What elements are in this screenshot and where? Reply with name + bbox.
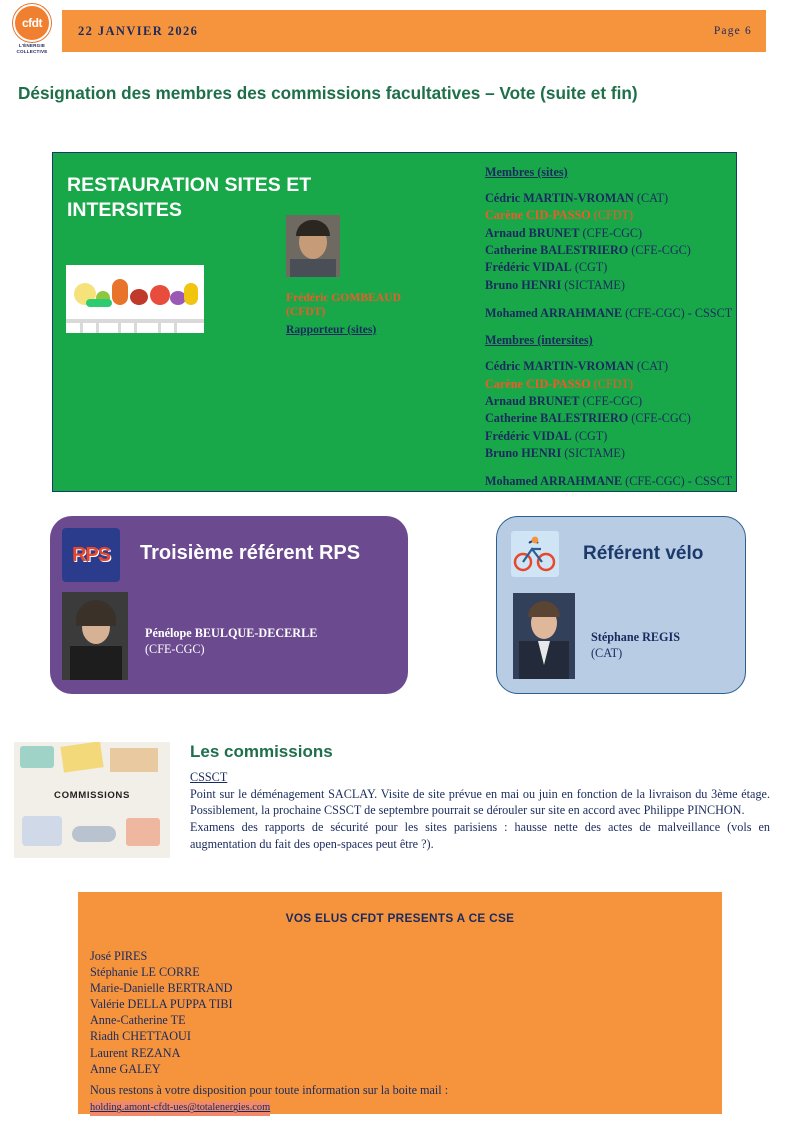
member-name: Mohamed ARRAHMANE	[485, 474, 623, 489]
member-name: Catherine BALESTRIERO	[485, 411, 629, 426]
list-item: Riadh CHETTAOUI	[90, 1029, 191, 1044]
rapporteur-name: Frédéric GOMBEAUD	[286, 291, 401, 304]
bicycle-icon-svg	[511, 531, 559, 577]
member-name: Carène CID-PASSO	[485, 376, 591, 391]
members-column	[485, 165, 733, 491]
member-union: (CFE-CGC) - CSSCT	[625, 474, 733, 489]
member-row-cssct	[485, 473, 733, 490]
commissions-subtitle: CSSCT	[190, 770, 228, 784]
rps-logo-icon	[62, 528, 120, 582]
list-item: Laurent REZANA	[90, 1045, 181, 1060]
velo-person-union: (CAT)	[591, 646, 623, 661]
header-page-number: Page 6	[713, 25, 752, 37]
commissions-illustration	[14, 742, 170, 858]
commissions-paragraph: Point sur le déménagement SACLAY. Visite de site prévue en mai ou juin en fonction de la livraison du 3ème étage. Possiblement, la prochaine CSSCT de septembre pourrait se dérouler sur site en accord avec Philippe PINCHON.	[190, 787, 770, 818]
velo-referent-card	[496, 516, 746, 694]
member-row	[485, 225, 730, 242]
member-row-cssct	[485, 305, 733, 322]
list-item: Marie-Danielle BERTRAND	[90, 981, 233, 996]
rps-logo-text: RPS	[71, 543, 111, 566]
header-date: 22 JANVIER 2026	[78, 23, 199, 38]
list-item: Stéphanie LE CORRE	[90, 965, 200, 980]
member-union: (CAT)	[636, 191, 669, 205]
member-row	[485, 207, 730, 224]
member-row	[485, 190, 730, 207]
member-name: Carène CID-PASSO	[485, 208, 591, 223]
velo-card-title: Référent vélo	[583, 543, 704, 564]
restauration-photo-legs	[66, 323, 204, 333]
rapporteur-block	[286, 291, 476, 337]
member-union: (CFE-CGC)	[631, 242, 691, 257]
member-row	[485, 376, 730, 393]
member-union: (CGT)	[574, 260, 608, 275]
cfdt-logo-text: cfdt	[22, 16, 42, 30]
commissions-paragraph: Examens des rapports de sécurité pour les sites parisiens : hausse nette des actes de malveillance (vols en augmentation du fait des open-spaces peut être ?).	[190, 820, 770, 851]
member-row	[485, 428, 730, 445]
elus-box-title: VOS ELUS CFDT PRESENTS A CE CSE	[285, 911, 515, 925]
list-item: Anne-Catherine TE	[90, 1013, 186, 1028]
member-name: Frédéric VIDAL	[485, 428, 572, 443]
rps-card-title: Troisième référent RPS	[140, 542, 361, 564]
restauration-panel-title: RESTAURATION SITES ET INTERSITES	[67, 174, 312, 221]
member-union: (SICTAME)	[564, 277, 625, 292]
elus-box	[78, 892, 722, 1114]
member-union: (CFE-CGC) - CSSCT	[625, 305, 733, 320]
rps-referent-card	[50, 516, 408, 694]
bicycle-icon	[511, 531, 559, 577]
commissions-illustration-label: COMMISSIONS	[54, 790, 130, 801]
cfdt-logo-circle	[13, 4, 51, 42]
rps-person-photo	[62, 592, 128, 680]
header-bar	[62, 10, 766, 52]
member-union: (SICTAME)	[564, 445, 625, 460]
member-row	[485, 358, 730, 375]
restauration-panel	[52, 152, 737, 492]
member-name: Arnaud BRUNET	[485, 393, 580, 408]
rps-person-union: (CFE-CGC)	[145, 641, 205, 656]
member-name: Bruno HENRI	[485, 277, 562, 292]
rapporteur-union: (CFDT)	[286, 305, 326, 319]
restauration-photo	[66, 265, 204, 333]
member-row	[485, 410, 730, 427]
list-item: Valérie DELLA PUPPA TIBI	[90, 997, 233, 1012]
velo-person-info	[591, 629, 680, 662]
member-row	[485, 393, 730, 410]
members-intersites-heading: Membres (intersites)	[485, 333, 593, 348]
member-name: Mohamed ARRAHMANE	[485, 305, 623, 320]
member-union: (CAT)	[636, 359, 669, 374]
member-name: Cédric MARTIN-VROMAN	[485, 359, 634, 374]
member-name: Arnaud BRUNET	[485, 225, 580, 240]
page-title: Désignation des membres des commissions facultatives – Vote (suite et fin)	[18, 83, 638, 103]
member-union: (CGT)	[574, 428, 608, 443]
member-row	[485, 259, 730, 276]
list-item: Anne GALEY	[90, 1061, 161, 1076]
member-name: Bruno HENRI	[485, 445, 562, 460]
cfdt-logo-subtitle: L'ÉNERGIE COLLECTIVE	[16, 43, 48, 54]
member-name: Catherine BALESTRIERO	[485, 242, 629, 257]
contact-email-link[interactable]: holding.amont-cfdt-ues@totalenergies.com	[90, 1101, 270, 1115]
elus-footer	[90, 1082, 448, 1116]
list-item: José PIRES	[90, 949, 148, 963]
member-union: (CFDT)	[593, 208, 634, 223]
cfdt-logo	[6, 4, 58, 58]
member-name: Frédéric VIDAL	[485, 260, 572, 275]
rapporteur-photo	[286, 215, 340, 277]
member-union: (CFDT)	[593, 376, 634, 391]
rapporteur-role: Rapporteur (sites)	[286, 322, 377, 336]
member-union: (CFE-CGC)	[582, 225, 643, 240]
member-union: (CFE-CGC)	[631, 411, 691, 426]
commissions-body	[190, 786, 770, 852]
member-row	[485, 242, 730, 259]
member-row	[485, 445, 730, 462]
member-name: Cédric MARTIN-VROMAN	[485, 191, 634, 205]
member-union: (CFE-CGC)	[582, 393, 643, 408]
velo-person-name: Stéphane REGIS	[591, 630, 681, 644]
elus-name-list	[90, 948, 233, 1077]
rps-person-info	[145, 626, 317, 658]
member-row	[485, 277, 730, 294]
commissions-title: Les commissions	[190, 742, 333, 761]
rps-person-name: Pénélope BEULQUE-DECERLE	[145, 626, 318, 640]
velo-person-photo	[513, 593, 575, 679]
page-header	[0, 0, 793, 62]
members-sites-heading: Membres (sites)	[485, 165, 568, 179]
elus-footer-text: Nous restons à votre disposition pour toute information sur la boite mail :	[90, 1083, 449, 1097]
